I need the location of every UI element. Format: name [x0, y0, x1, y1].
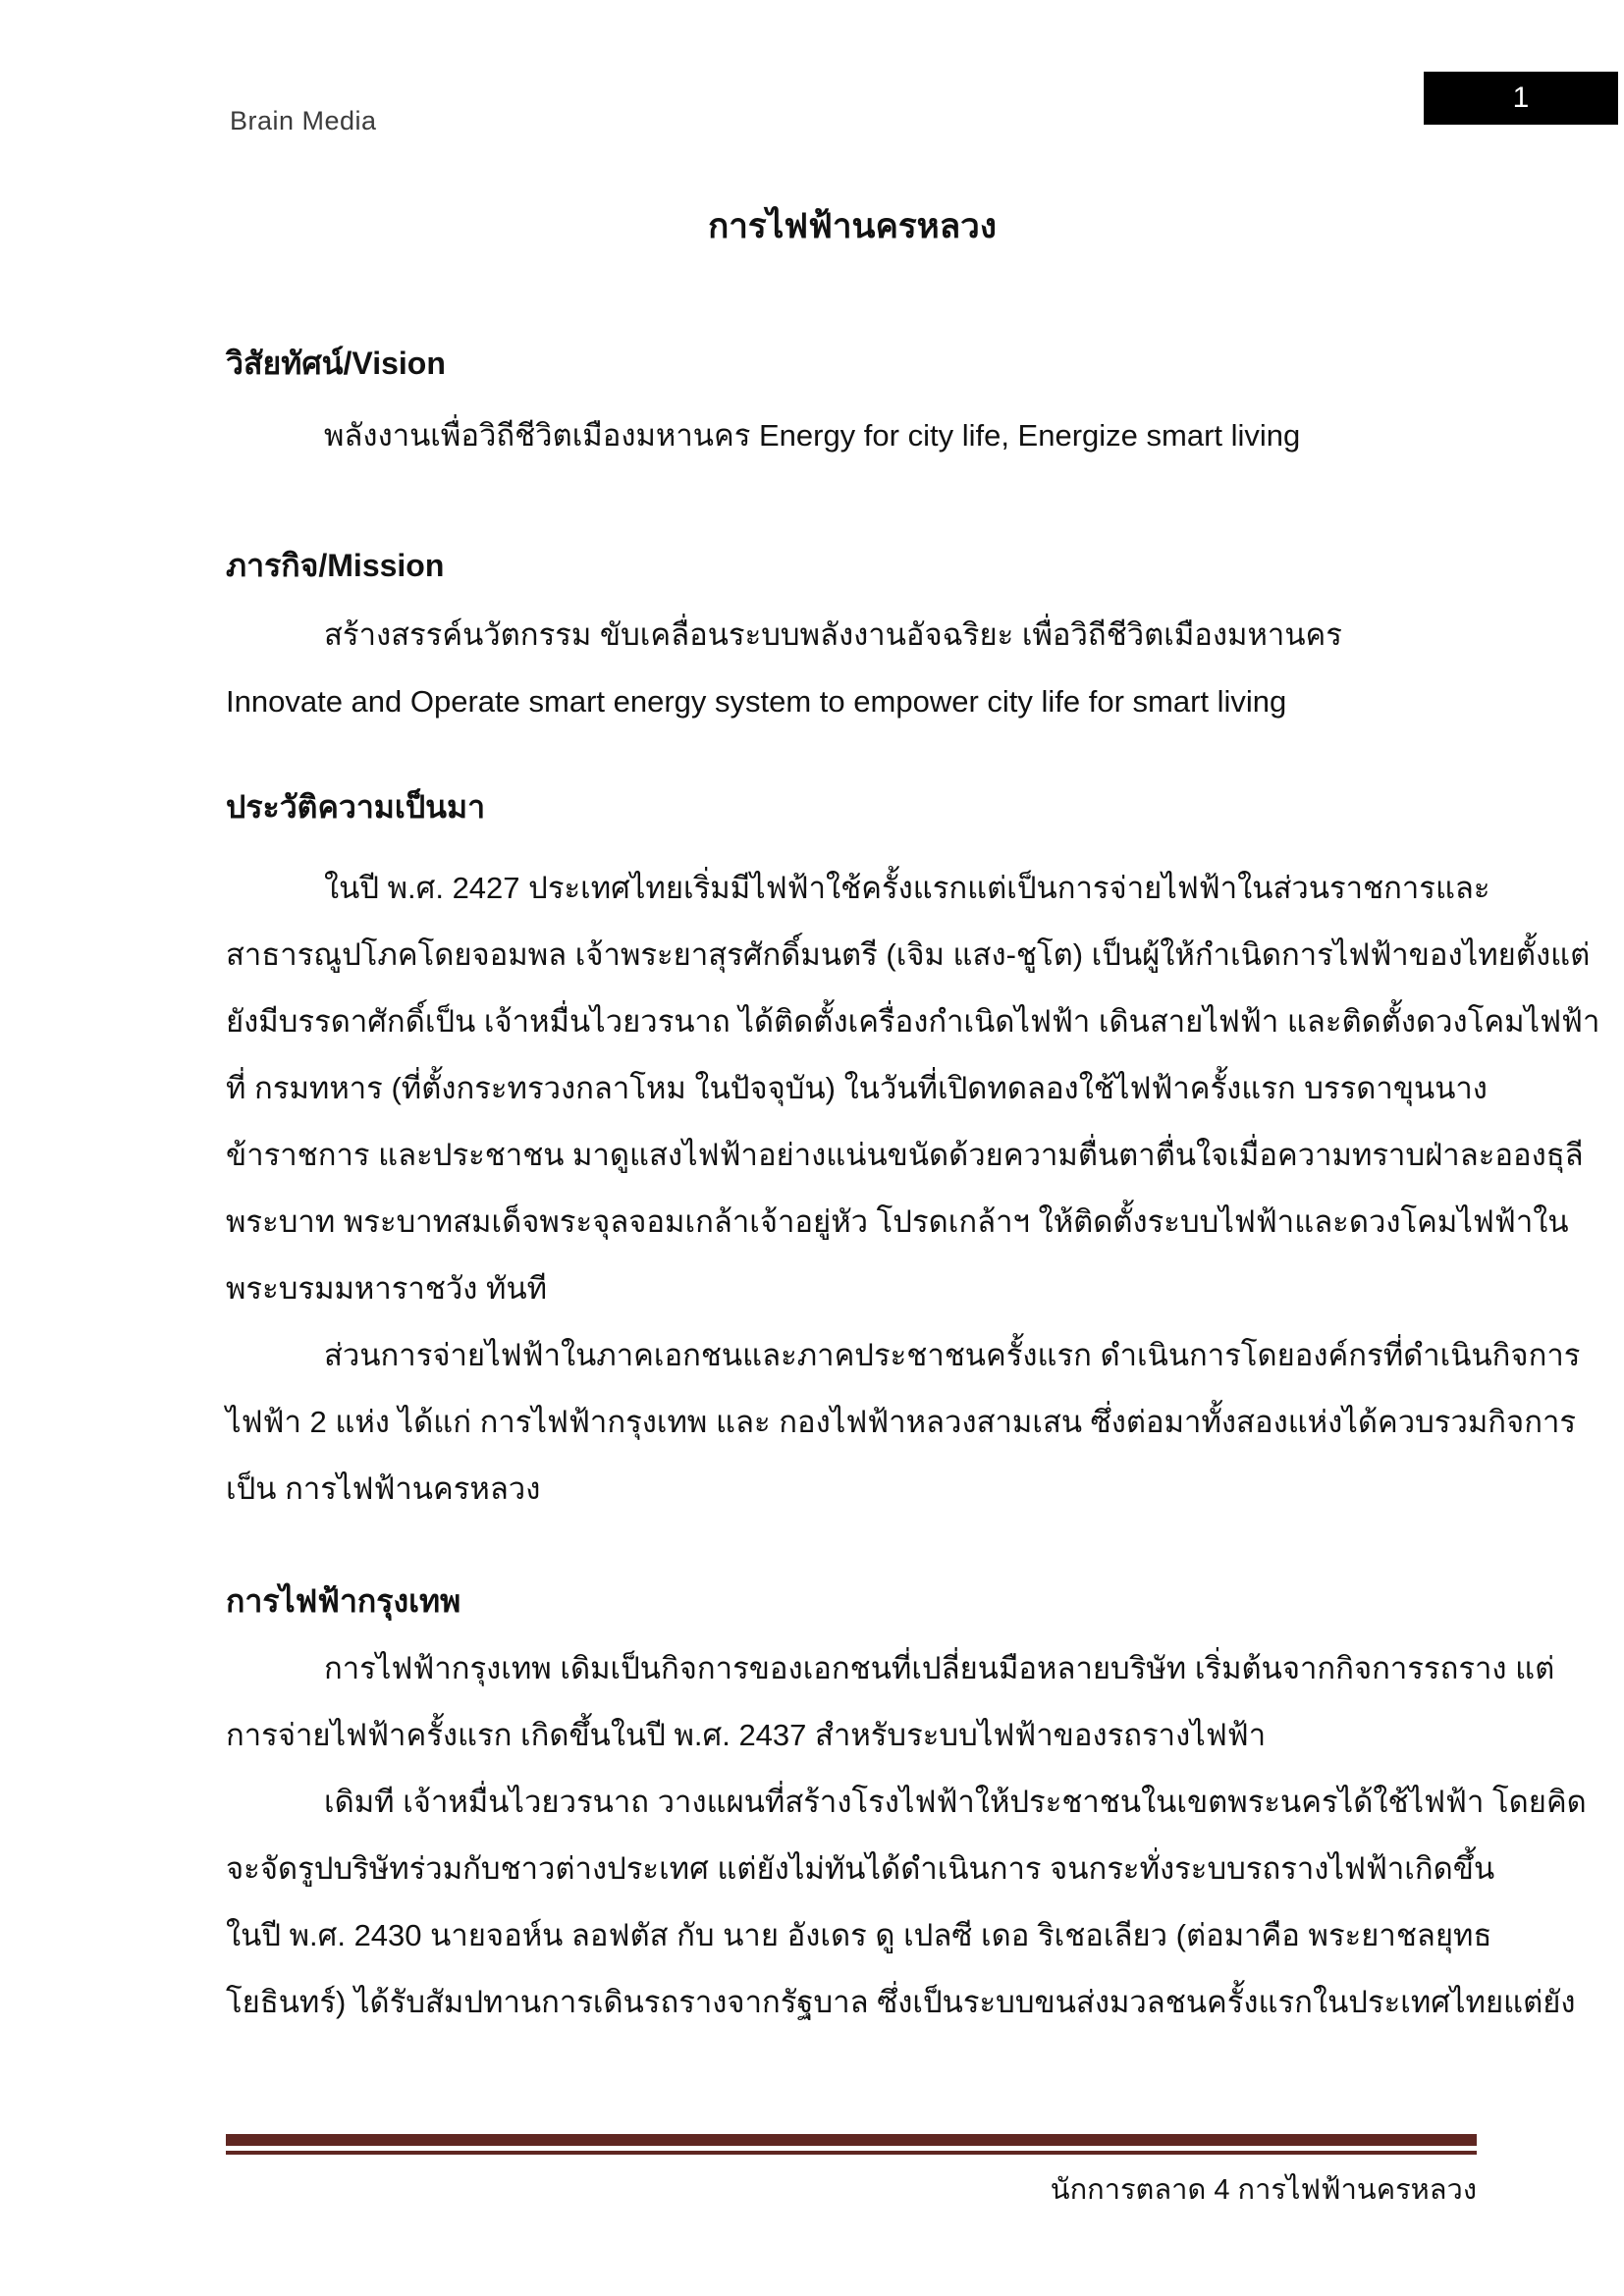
- footer-accent-rule: [226, 2151, 1477, 2155]
- paragraph-line: ส่วนการจ่ายไฟฟ้าในภาคเอกชนและภาคประชาชนครั้งแรก ดำเนินการโดยองค์กรที่ดำเนินกิจการ: [324, 1338, 1581, 1372]
- mission-line-english: Innovate and Operate smart energy system to empower city life for smart living: [226, 684, 1287, 719]
- history-paragraph-2: [226, 1322, 1581, 1522]
- paragraph-line: การจ่ายไฟฟ้าครั้งแรก เกิดขึ้นในปี พ.ศ. 2437 สำหรับระบบไฟฟ้าของรถรางไฟฟ้า: [226, 1718, 1267, 1752]
- paragraph-line: เป็น การไฟฟ้านครหลวง: [226, 1471, 541, 1506]
- bangkok-electric-heading: การไฟฟ้ากรุงเทพ: [226, 1583, 461, 1619]
- footer-accent-bar: [226, 2134, 1477, 2146]
- header-brand: Brain Media: [230, 106, 377, 135]
- paragraph-line: ที่ กรมทหาร (ที่ตั้งกระทรวงกลาโหม ในปัจจุบัน) ในวันที่เปิดทดลองใช้ไฟฟ้าครั้งแรก บรรดาขุนนาง: [226, 1071, 1488, 1105]
- page-footer: [226, 2134, 1477, 2212]
- bangkok-paragraph-1: [226, 1635, 1555, 1769]
- paragraph-line: จะจัดรูปบริษัทร่วมกับชาวต่างประเทศ แต่ยังไม่ทันได้ดำเนินการ จนกระทั่งระบบรถรางไฟฟ้าเกิดขึ้น: [226, 1851, 1495, 1886]
- paragraph-line: ในปี พ.ศ. 2430 นายจอห์น ลอฟตัส กับ นาย อังเดร ดู เปลซี เดอ ริเชอเลียว (ต่อมาคือ พระยาชลยุทธ: [226, 1918, 1492, 1952]
- paragraph-line: ยังมีบรรดาศักดิ์เป็น เจ้าหมื่นไวยวรนาถ ได้ติดตั้งเครื่องกำเนิดไฟฟ้า เดินสายไฟฟ้า และติดตั้งดวงโคมไฟฟ้า: [226, 1004, 1600, 1039]
- history-paragraph-1: [226, 855, 1600, 1322]
- paragraph-line: ในปี พ.ศ. 2427 ประเทศไทยเริ่มมีไฟฟ้าใช้ครั้งแรกแต่เป็นการจ่ายไฟฟ้าในส่วนราชการและ: [324, 871, 1490, 905]
- paragraph-line: สาธารณูปโภคโดยจอมพล เจ้าพระยาสุรศักดิ์มนตรี (เจิม แสง-ชูโต) เป็นผู้ให้กำเนิดการไฟฟ้าของไทยตั้งแต่: [226, 937, 1591, 972]
- bangkok-paragraph-2: [226, 1769, 1587, 2036]
- mission-paragraph: [226, 602, 1479, 735]
- paragraph-line: พระบรมมหาราชวัง ทันที: [226, 1271, 548, 1306]
- document-title: การไฟฟ้านครหลวง: [708, 207, 997, 245]
- paragraph-line: เดิมที เจ้าหมื่นไวยวรนาถ วางแผนที่สร้างโรงไฟฟ้าให้ประชาชนในเขตพระนครได้ใช้ไฟฟ้า โดยคิด: [324, 1785, 1587, 1819]
- page-number: 1: [1512, 81, 1530, 114]
- page-number-box: [1424, 72, 1618, 125]
- footer-text: นักการตลาด 4 การไฟฟ้านครหลวง: [1050, 2174, 1477, 2206]
- vision-statement: พลังงานเพื่อวิถีชีวิตเมืองมหานคร Energy for city life, Energize smart living: [324, 418, 1301, 453]
- mission-line-thai: สร้างสรรค์นวัตกรรม ขับเคลื่อนระบบพลังงานอัจฉริยะ เพื่อวิถีชีวิตเมืองมหานคร: [324, 617, 1342, 652]
- paragraph-line: ข้าราชการ และประชาชน มาดูแสงไฟฟ้าอย่างแน่นขนัดด้วยความตื่นตาตื่นใจเมื่อความทราบฝ่าละอองธุลี: [226, 1138, 1584, 1172]
- mission-heading: ภารกิจ/Mission: [226, 548, 445, 583]
- paragraph-line: โยธินทร์) ได้รับสัมปทานการเดินรถรางจากรัฐบาล ซึ่งเป็นระบบขนส่งมวลชนครั้งแรกในประเทศไทยแต่ยัง: [226, 1985, 1576, 2019]
- paragraph-line: พระบาท พระบาทสมเด็จพระจุลจอมเกล้าเจ้าอยู่หัว โปรดเกล้าฯ ให้ติดตั้งระบบไฟฟ้าและดวงโคมไฟฟ้าใน: [226, 1204, 1569, 1239]
- vision-heading: วิสัยทัศน์/Vision: [226, 346, 446, 381]
- history-heading: ประวัติความเป็นมา: [226, 789, 486, 825]
- paragraph-line: การไฟฟ้ากรุงเทพ เดิมเป็นกิจการของเอกชนที่เปลี่ยนมือหลายบริษัท เริ่มต้นจากกิจการรถราง แต่: [324, 1651, 1555, 1685]
- paragraph-line: ไฟฟ้า 2 แห่ง ได้แก่ การไฟฟ้ากรุงเทพ และ กองไฟฟ้าหลวงสามเสน ซึ่งต่อมาทั้งสองแห่งได้ควบรวมกิจการ: [226, 1405, 1577, 1439]
